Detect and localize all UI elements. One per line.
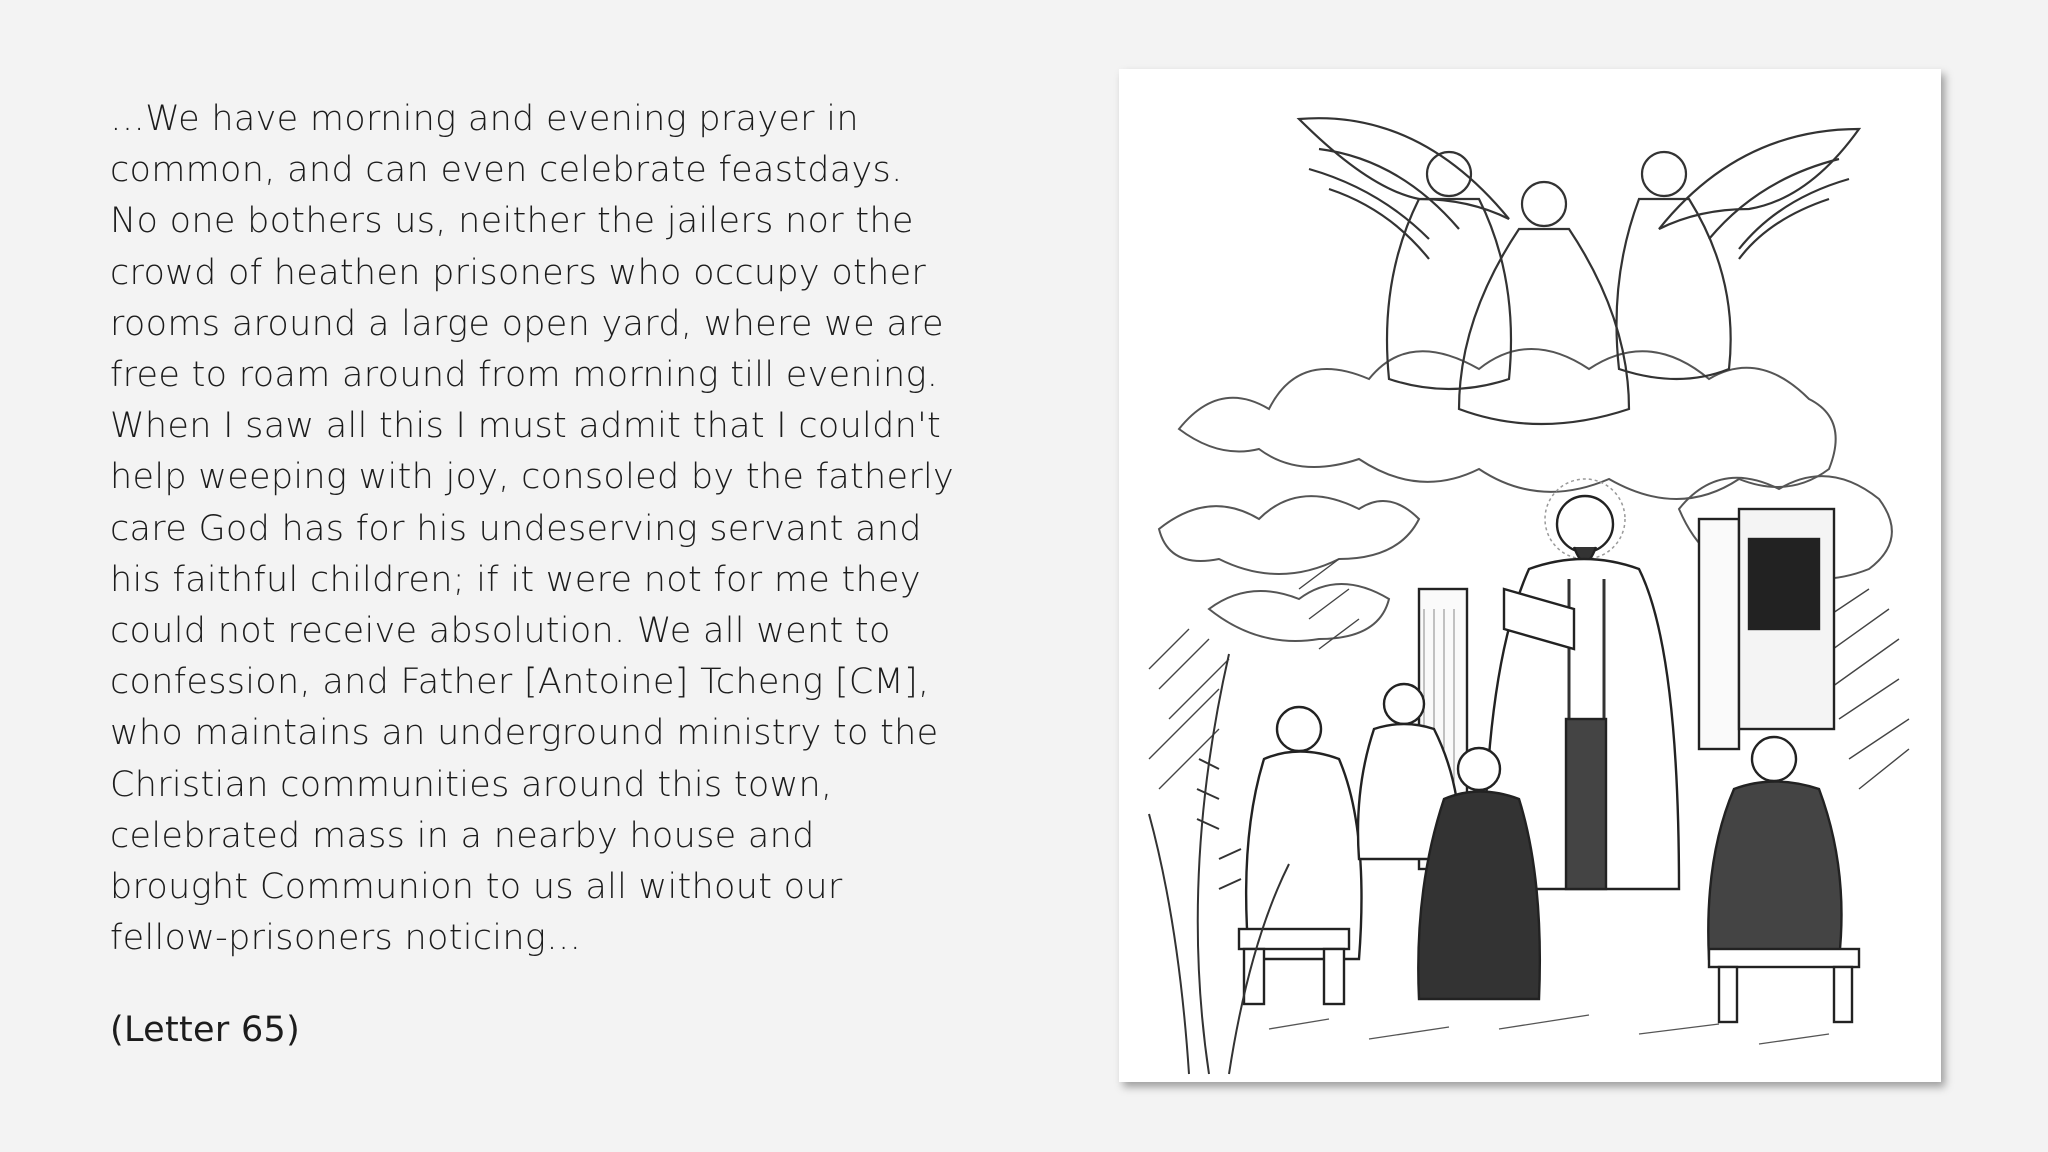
quote-line: confession, and Father [Antoine] Tcheng [CM], bbox=[110, 662, 930, 703]
quote-line: common, and can even celebrate feastdays. bbox=[110, 150, 903, 191]
quote-line: When I saw all this I must admit that I couldn't bbox=[110, 406, 942, 447]
letter-quote bbox=[110, 94, 955, 964]
illustration-frame bbox=[1119, 69, 1941, 1082]
quote-line: fellow-prisoners noticing… bbox=[110, 918, 582, 959]
quote-line: free to roam around from morning till evening. bbox=[110, 355, 939, 396]
quote-line: rooms around a large open yard, where we are bbox=[110, 303, 944, 344]
quote-line: care God has for his undeserving servant and bbox=[110, 508, 922, 549]
engraving-priest-celebrating-mass-for-prisoners-icon bbox=[1119, 69, 1941, 1082]
quote-line: who maintains an underground ministry to the bbox=[110, 713, 939, 754]
quote-line: could not receive absolution. We all went to bbox=[110, 611, 891, 652]
citation: (Letter 65) bbox=[110, 1010, 301, 1050]
quote-line: his faithful children; if it were not for me they bbox=[110, 559, 921, 600]
quote-line: crowd of heathen prisoners who occupy other bbox=[110, 252, 927, 293]
quote-line: No one bothers us, neither the jailers nor the bbox=[110, 201, 914, 242]
quote-line: …We have morning and evening prayer in bbox=[110, 99, 859, 139]
quote-line: celebrated mass in a nearby house and bbox=[110, 815, 815, 856]
quote-line: help weeping with joy, consoled by the fatherly bbox=[110, 457, 955, 498]
quote-line: brought Communion to us all without our bbox=[110, 867, 843, 908]
quote-line: Christian communities around this town, bbox=[110, 764, 833, 805]
